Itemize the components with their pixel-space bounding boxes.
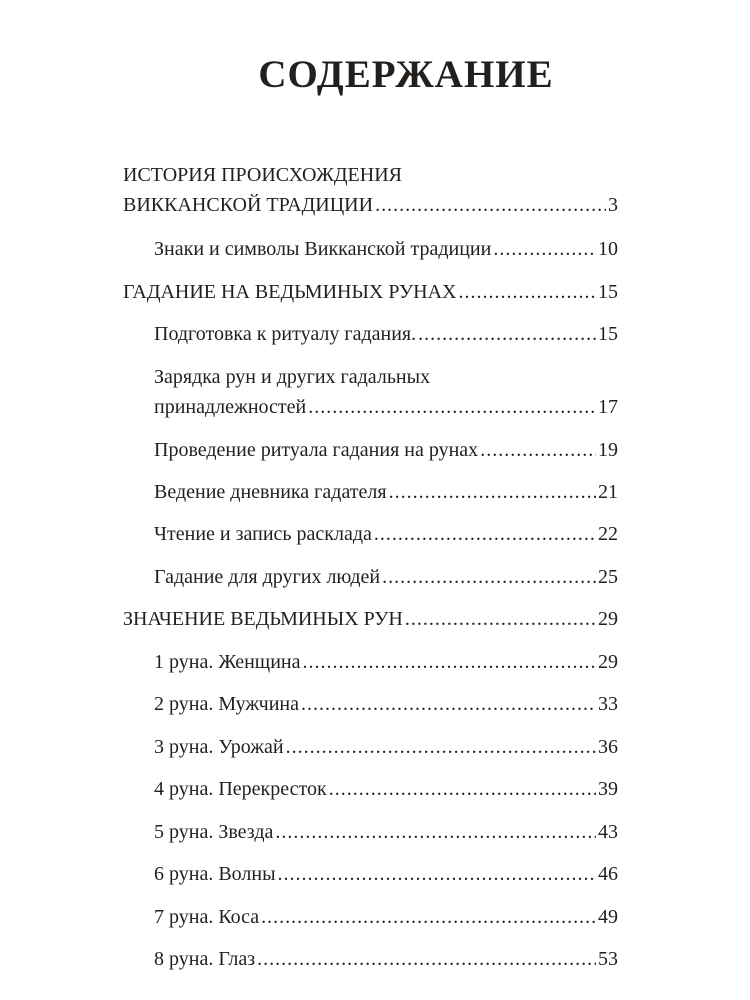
toc-entry-title: Подготовка к ритуалу гадания.	[154, 323, 417, 345]
toc-entry-title: 4 руна. Перекресток	[154, 778, 327, 800]
toc-entry-title: Знаки и символы Викканской традиции	[154, 238, 492, 260]
toc-leader-dots	[275, 817, 596, 847]
toc-leader-dots	[405, 604, 596, 634]
toc-page-number: 53	[598, 948, 618, 970]
toc-entry-title-line1: Зарядка рун и других гадальных	[154, 366, 431, 388]
toc-page-number: 3	[608, 194, 618, 216]
toc-leader-dots	[375, 190, 606, 220]
toc-entry-divination[interactable]	[123, 277, 618, 307]
toc-page-number: 25	[598, 566, 618, 588]
toc-entry-charging-runes[interactable]	[154, 362, 618, 422]
toc-entry-rune-2[interactable]	[154, 689, 618, 719]
toc-entry-rune-7[interactable]	[154, 902, 618, 932]
toc-page-number: 49	[598, 906, 618, 928]
toc-entry-rune-1[interactable]	[154, 647, 618, 677]
toc-page-number: 15	[598, 281, 618, 303]
toc-entry-diary[interactable]	[154, 477, 618, 507]
toc-leader-dots	[278, 859, 596, 889]
toc-entry-reading-layout[interactable]	[154, 519, 618, 549]
toc-page-number: 19	[598, 439, 618, 461]
toc-entry-title: Ведение дневника гадателя	[154, 481, 387, 503]
toc-entry-title: ЗНАЧЕНИЕ ВЕДЬМИНЫХ РУН	[123, 608, 403, 630]
toc-entry-title: Чтение и запись расклада	[154, 523, 372, 545]
page-title: СОДЕРЖАНИЕ	[258, 53, 554, 96]
toc-entry-title: 5 руна. Звезда	[154, 821, 274, 843]
toc-entry-title: Гадание для других людей	[154, 566, 381, 588]
toc-entry-title: 6 руна. Волны	[154, 863, 276, 885]
toc-entry-history[interactable]	[123, 160, 618, 220]
toc-entry-title: 2 руна. Мужчина	[154, 693, 299, 715]
toc-entry-rune-4[interactable]	[154, 774, 618, 804]
toc-page-number: 10	[598, 238, 618, 260]
toc-entry-rune-meanings[interactable]	[123, 604, 618, 634]
toc-leader-dots	[301, 689, 596, 719]
toc-entry-rune-5[interactable]	[154, 817, 618, 847]
toc-page-number: 33	[598, 693, 618, 715]
toc-entry-title: ВИККАНСКОЙ ТРАДИЦИИ	[123, 194, 374, 216]
toc-leader-dots	[458, 277, 596, 307]
toc-leader-dots	[261, 902, 596, 932]
toc-page-number: 43	[598, 821, 618, 843]
toc-page-number: 22	[598, 523, 618, 545]
toc-entry-rune-3[interactable]	[154, 732, 618, 762]
toc-entry-rune-6[interactable]	[154, 859, 618, 889]
toc-page-number: 36	[598, 736, 618, 758]
toc-entry-title: 3 руна. Урожай	[154, 736, 284, 758]
toc-entry-title: 8 руна. Глаз	[154, 948, 256, 970]
toc-entry-rune-8[interactable]	[154, 944, 618, 974]
toc-entry-ritual-prep[interactable]	[154, 319, 618, 349]
toc-leader-dots	[374, 519, 596, 549]
toc-entry-title: принадлежностей	[154, 396, 307, 418]
toc-page-number: 15	[598, 323, 618, 345]
toc-leader-dots	[286, 732, 596, 762]
toc-entry-signs-symbols[interactable]	[154, 234, 618, 264]
toc-entry-conducting-ritual[interactable]	[154, 435, 618, 465]
toc-entry-title: ГАДАНИЕ НА ВЕДЬМИНЫХ РУНАХ	[123, 281, 457, 303]
toc-page-number: 21	[598, 481, 618, 503]
toc-page-number: 17	[598, 396, 618, 418]
toc-leader-dots	[308, 392, 596, 422]
toc-leader-dots	[329, 774, 596, 804]
toc-entry-title: 1 руна. Женщина	[154, 651, 301, 673]
toc-leader-dots	[382, 562, 596, 592]
toc-entry-title: Проведение ритуала гадания на рунах	[154, 439, 479, 461]
toc-leader-dots	[418, 319, 596, 349]
toc-leader-dots	[493, 234, 596, 264]
toc-entry-title: 7 руна. Коса	[154, 906, 260, 928]
toc-page-number: 29	[598, 608, 618, 630]
toc-page-number: 29	[598, 651, 618, 673]
toc-entry-title-line1: ИСТОРИЯ ПРОИСХОЖДЕНИЯ	[123, 164, 402, 186]
toc-leader-dots	[302, 647, 596, 677]
toc-page-number: 46	[598, 863, 618, 885]
toc-entry-divination-others[interactable]	[154, 562, 618, 592]
toc-leader-dots	[480, 435, 596, 465]
toc-leader-dots	[389, 477, 596, 507]
toc-leader-dots	[257, 944, 596, 974]
toc-page-number: 39	[598, 778, 618, 800]
